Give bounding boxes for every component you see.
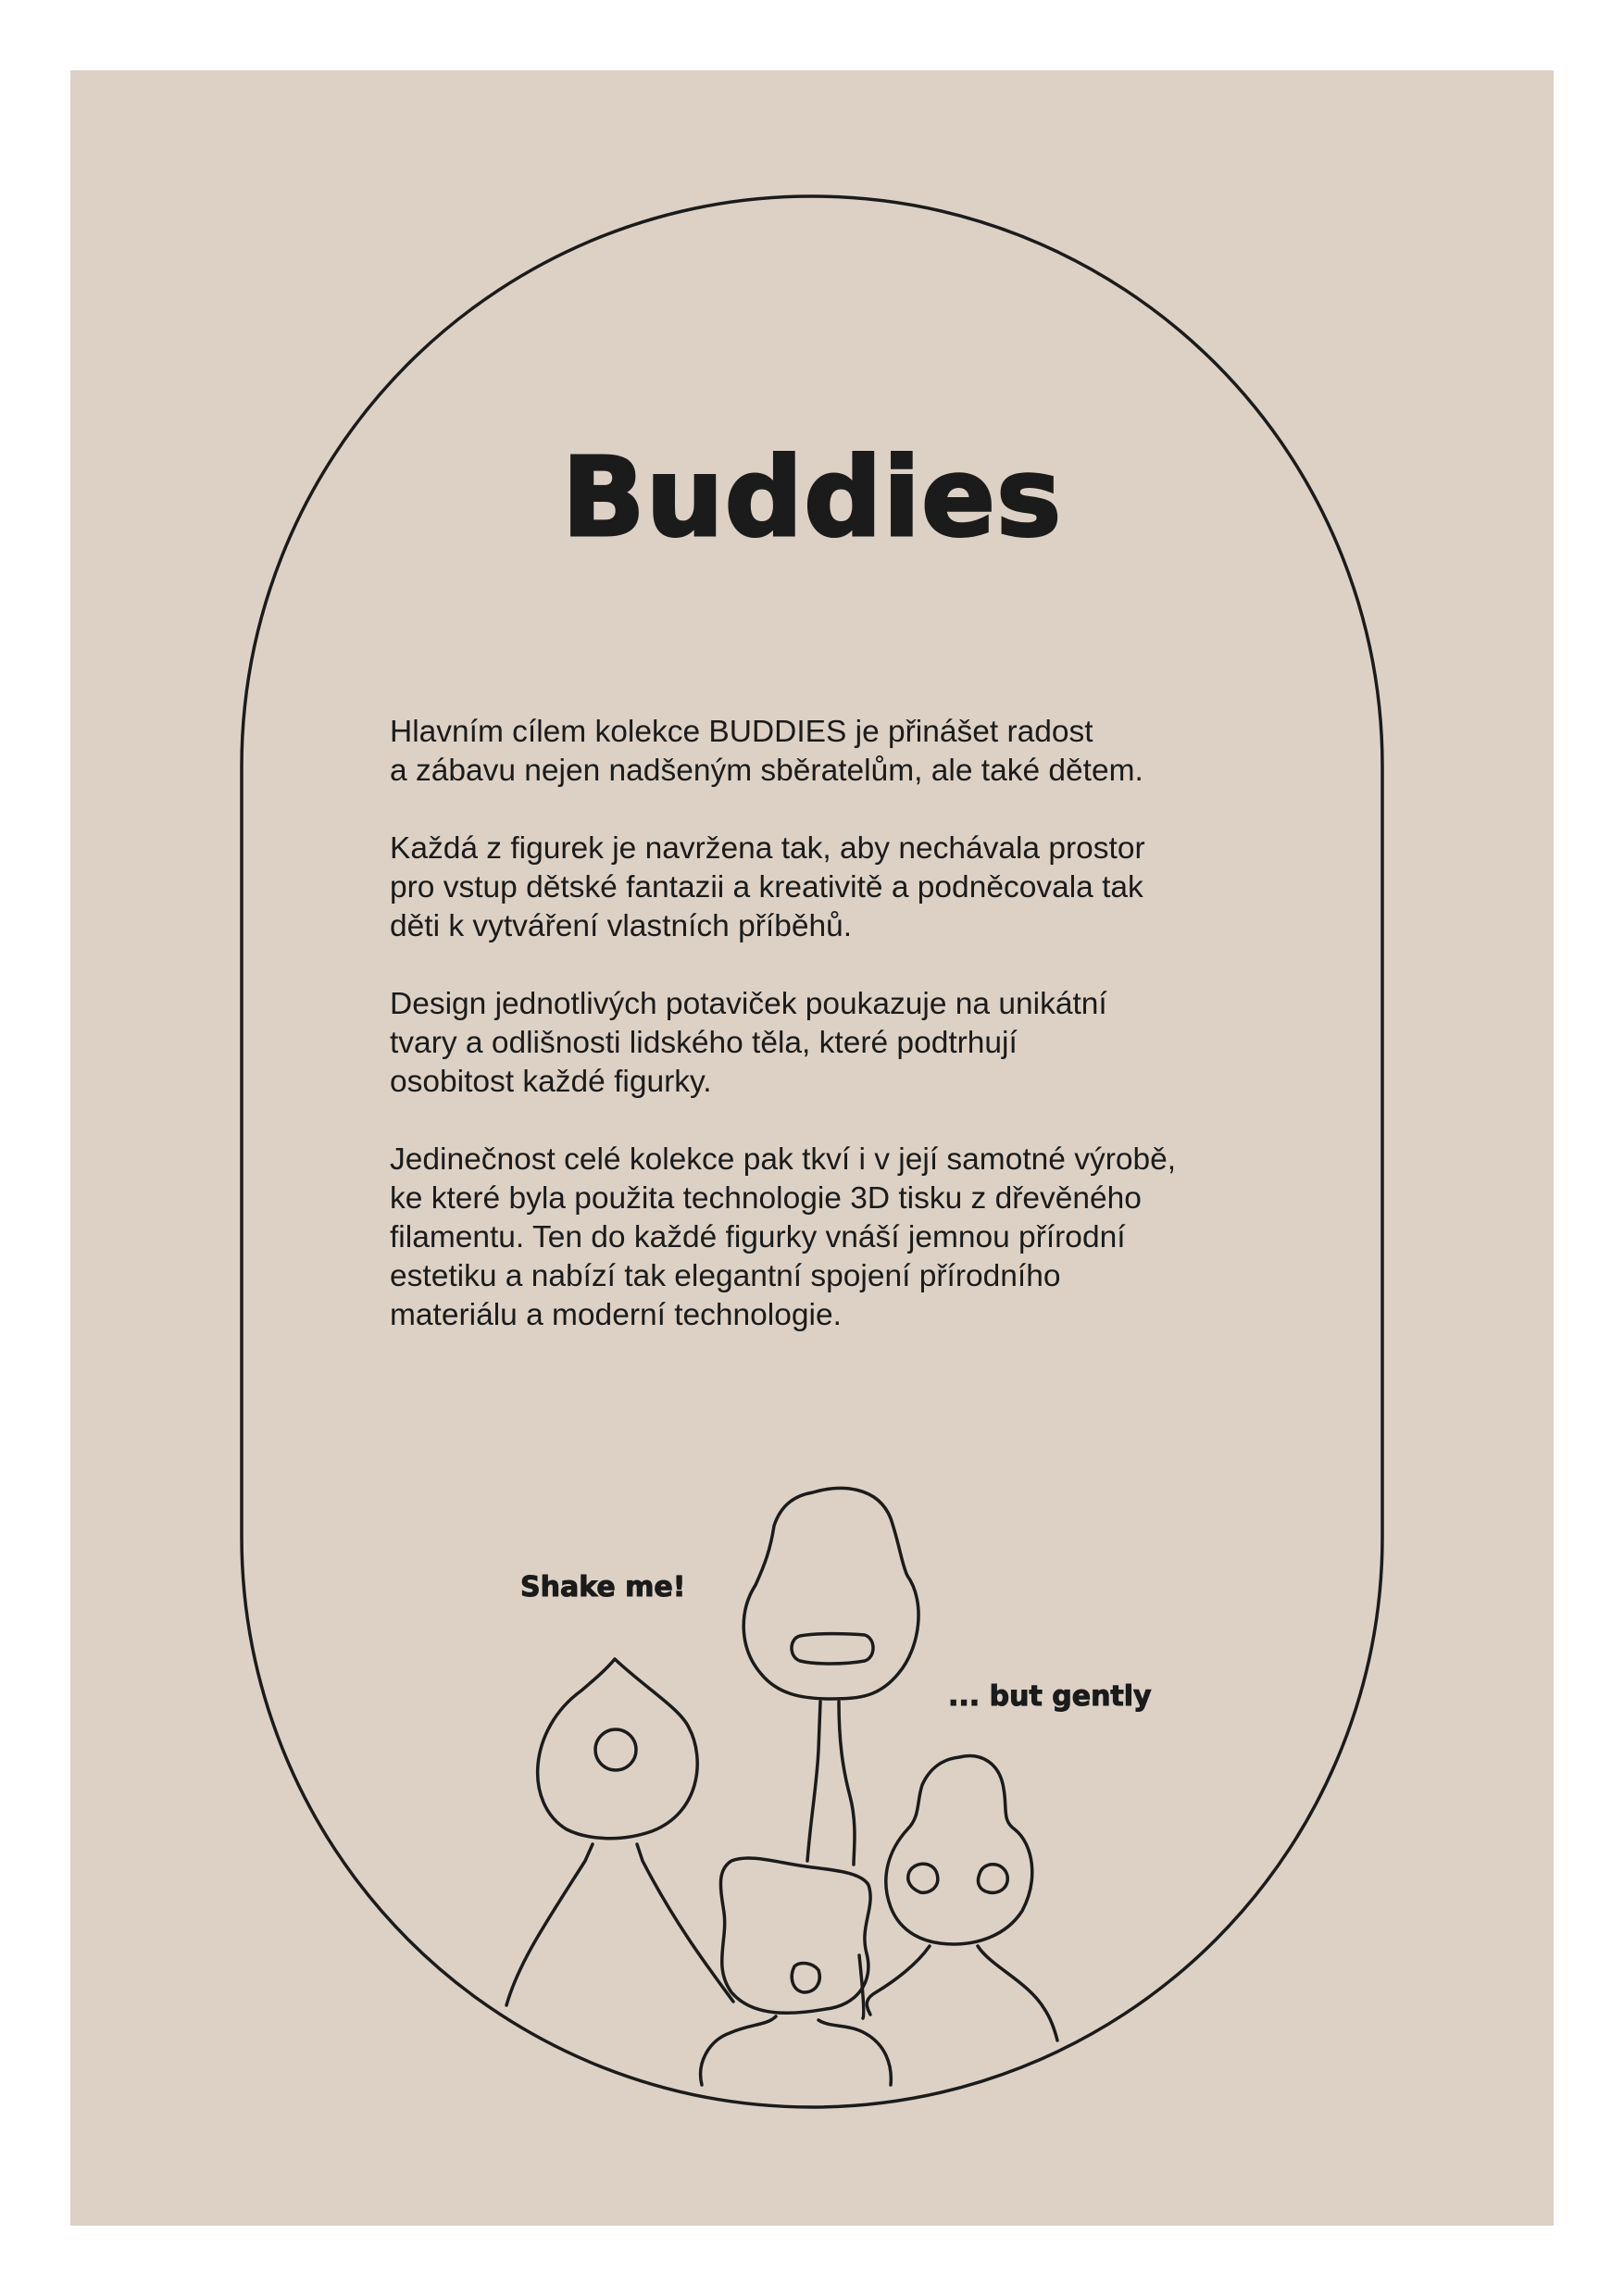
pear-smile-figure [743,1488,918,1865]
paragraph [390,713,1279,791]
paragraph [390,985,1279,1102]
round-eyes-figure [867,1756,1057,2040]
shake-me-label: Shake me! [520,1571,686,1603]
blocky-figure [701,1858,892,2085]
text-line: materiálu a moderní technologie. [390,1298,842,1332]
text-line: osobitost každé figurky. [390,1065,712,1099]
text-line: ke které byla použita technologie 3D tisku z dřevěného [390,1181,1142,1216]
text-line: Design jednotlivých potaviček poukazuje na unikátní [390,987,1107,1021]
text-line: Hlavním cílem kolekce BUDDIES je přinášet radost [390,715,1093,749]
page-title: Buddies [561,433,1063,561]
text-line: a zábavu nejen nadšeným sběratelům, ale také dětem. [390,754,1143,788]
text-line: estetiku a nabízí tak elegantní spojení přírodního [390,1259,1061,1293]
but-gently-label: ... but gently [948,1680,1152,1713]
droplet-figure [506,1659,733,2005]
body-text [390,713,1279,1374]
paragraph [390,1141,1279,1335]
text-line: děti k vytváření vlastních příběhů. [390,909,853,943]
text-line: Jedinečnost celé kolekce pak tkví i v její samotné výrobě, [390,1142,1177,1177]
text-line: tvary a odlišnosti lidského těla, které podtrhují [390,1026,1018,1060]
text-line: filamentu. Ten do každé figurky vnáší jemnou přírodní [390,1220,1126,1254]
paragraph [390,830,1279,946]
text-line: Každá z figurek je navržena tak, aby nechávala prostor [390,831,1145,866]
text-line: pro vstup dětské fantazii a kreativitě a podněcovala tak [390,870,1143,905]
